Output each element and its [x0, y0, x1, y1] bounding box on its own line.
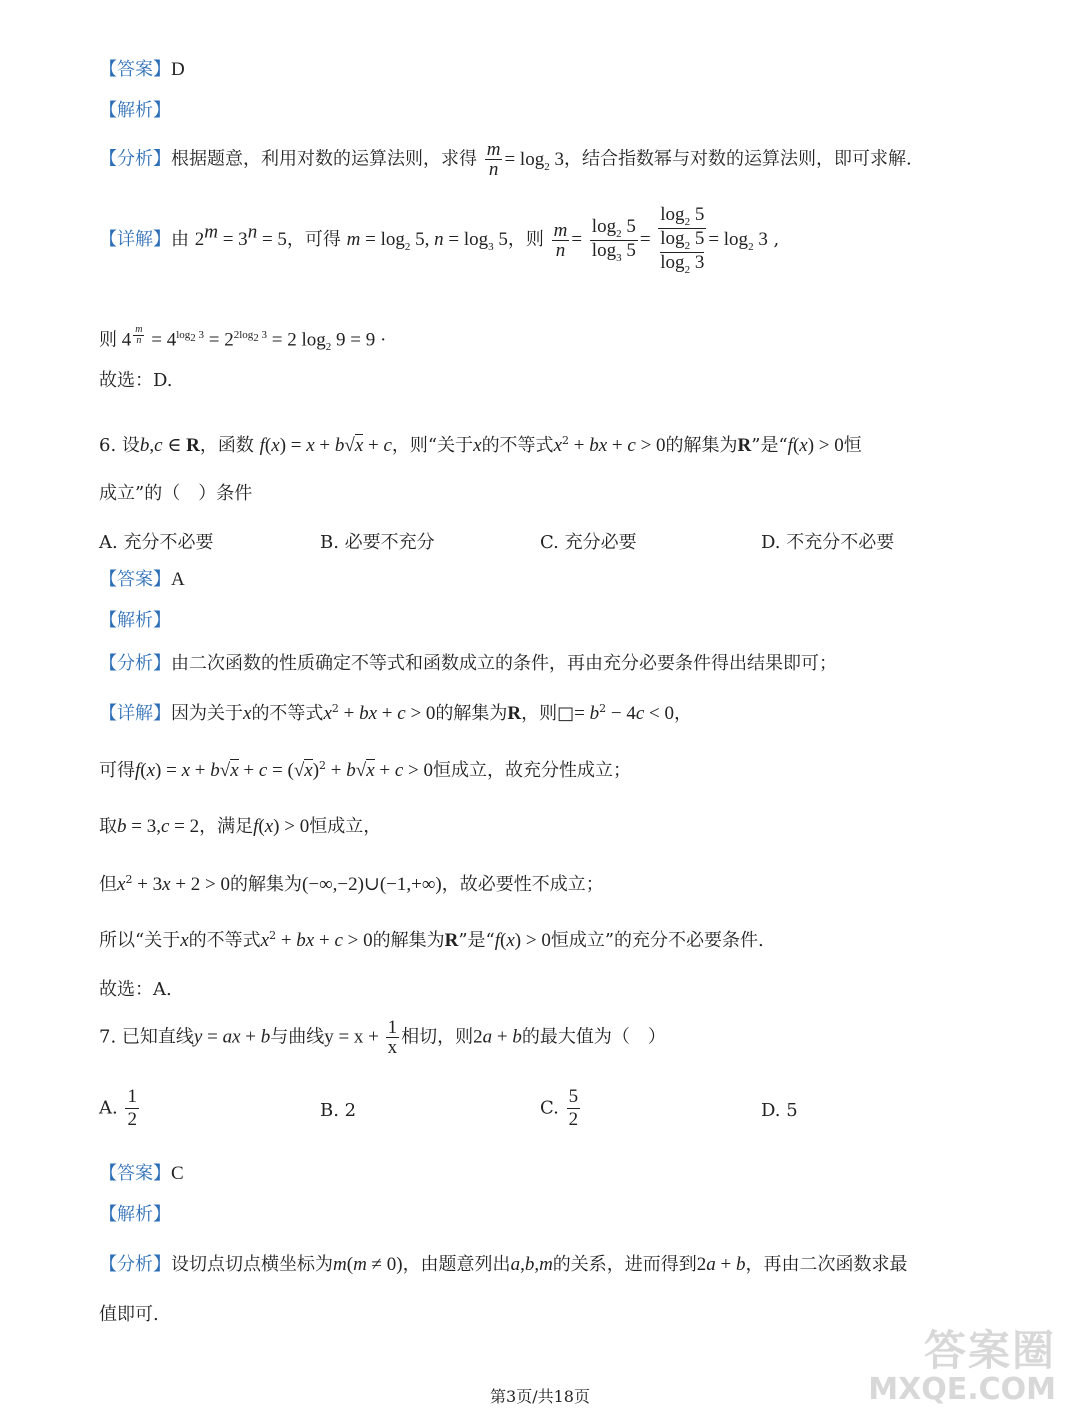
question-7-stem: 7. 已知直线y = ax + b与曲线y = x + $\frac{1}{x}$ 相切，则2a + b的最大值为（ ） — [99, 1017, 666, 1058]
answer-tag: 【答案】 — [99, 59, 171, 80]
xiangjie-line-2: 可得$f(x) = x + b√x + c = (√x)^2 + b√x + c > 0$恒成立，故充分性成立； — [99, 759, 631, 781]
fenxi-line2: 值即可. — [99, 1304, 159, 1325]
fenxi-line: 【分析】设切点切点横坐标为m(m ≠ 0)，由题意列出a,b,m的关系，进而得到2a + b，再由二次函数求最 — [99, 1254, 908, 1275]
xiangjie-line-1: 【详解】因为关于x的不等式$x^2$ + bx + c > 0的解集为R，则□= $b^2 - 4c < 0$， — [99, 702, 692, 724]
option-d[interactable]: D. 不充分不必要 — [761, 532, 895, 553]
option-c[interactable]: C. 充分必要 — [540, 532, 637, 553]
watermark-url: MXQE.COM — [868, 1372, 1056, 1407]
fenxi-line: 【分析】由二次函数的性质确定不等式和函数成立的条件，再由充分必要条件得出结果即可； — [99, 653, 837, 674]
option-b[interactable]: B. 必要不充分 — [320, 532, 435, 553]
answer-value: D — [171, 59, 185, 80]
fraction-m-n: $\frac{m}{n}$ — [486, 139, 501, 180]
option-c[interactable]: C. $\frac{5}{2}$ — [540, 1086, 579, 1130]
ze-line: 则 4 $^{\frac{m}{n}}$ = $4^{log_2 3} = 2^{2log_2 3} = 2$ $\log_2 9 = 9$ · — [99, 324, 387, 354]
question-6-stem-line2: 成立”的（ ）条件 — [99, 483, 253, 504]
option-a[interactable]: A. 充分不必要 — [99, 532, 214, 553]
fenxi-line: 【分析】根据题意，利用对数的运算法则，求得 $\frac{m}{n}$ = $\log_2 3$，结合指数幂与对数的运算法则，即可求解. — [99, 139, 912, 180]
xiangjie-line-5: 所以“关于x的不等式$x^2$ + bx + c > 0的解集为R”是“f(x) > 0恒成立”的充分不必要条件. — [99, 929, 764, 951]
answer-line — [99, 60, 185, 79]
answer-value: A — [171, 569, 185, 590]
answer-value: C — [171, 1163, 184, 1184]
answer-line: 【答案】A — [99, 569, 185, 590]
answer-line: 【答案】C — [99, 1163, 184, 1184]
xiangjie-line-3: 取b = 3,c = 2，满足f(x) > 0恒成立， — [99, 816, 382, 837]
guxuan-line: 故选：A. — [99, 979, 172, 1000]
xiangjie-tag: 【详解】 — [99, 229, 171, 251]
question-6-stem: 6. 设b,c ∈ R，函数 f(x) = x + b√x + c，则“关于x的不等式$x^2$ + bx + c > 0的解集为R”是“f(x) > 0恒 — [99, 434, 862, 456]
jiexi-tag: 【解析】 — [99, 610, 171, 631]
xiangjie-line-4: 但$x^2 + 3x + 2 > 0$的解集为(−∞,−2)∪(−1,+∞)，故必要性不成立； — [99, 873, 604, 895]
option-d[interactable]: D. 5 — [761, 1100, 798, 1121]
page-footer: 第3页/共18页 — [490, 1387, 590, 1406]
option-a[interactable]: A. $\frac{1}{2}$ — [99, 1086, 137, 1130]
guxuan-line: 故选：D. — [99, 370, 173, 391]
option-b[interactable]: B. 2 — [320, 1100, 357, 1121]
watermark-logo: 答案圈 — [923, 1326, 1056, 1375]
xiangjie-line: 【详解】由 $2^m = 3^n = 5$，可得 $m = \log_2 5$, $n = \log_3 5$，则 $\frac{m}{n}$ = $\frac{\log_2 5}{\log_3 5}$ = $\frac{\log_2 5}{\frac{\log_2 5}{\log_2 3}}$ = $\log_2 3$ , — [99, 204, 780, 276]
jiexi-tag: 【解析】 — [99, 100, 171, 121]
jiexi-tag: 【解析】 — [99, 1204, 171, 1225]
fenxi-tag: 【分析】 — [99, 148, 171, 170]
